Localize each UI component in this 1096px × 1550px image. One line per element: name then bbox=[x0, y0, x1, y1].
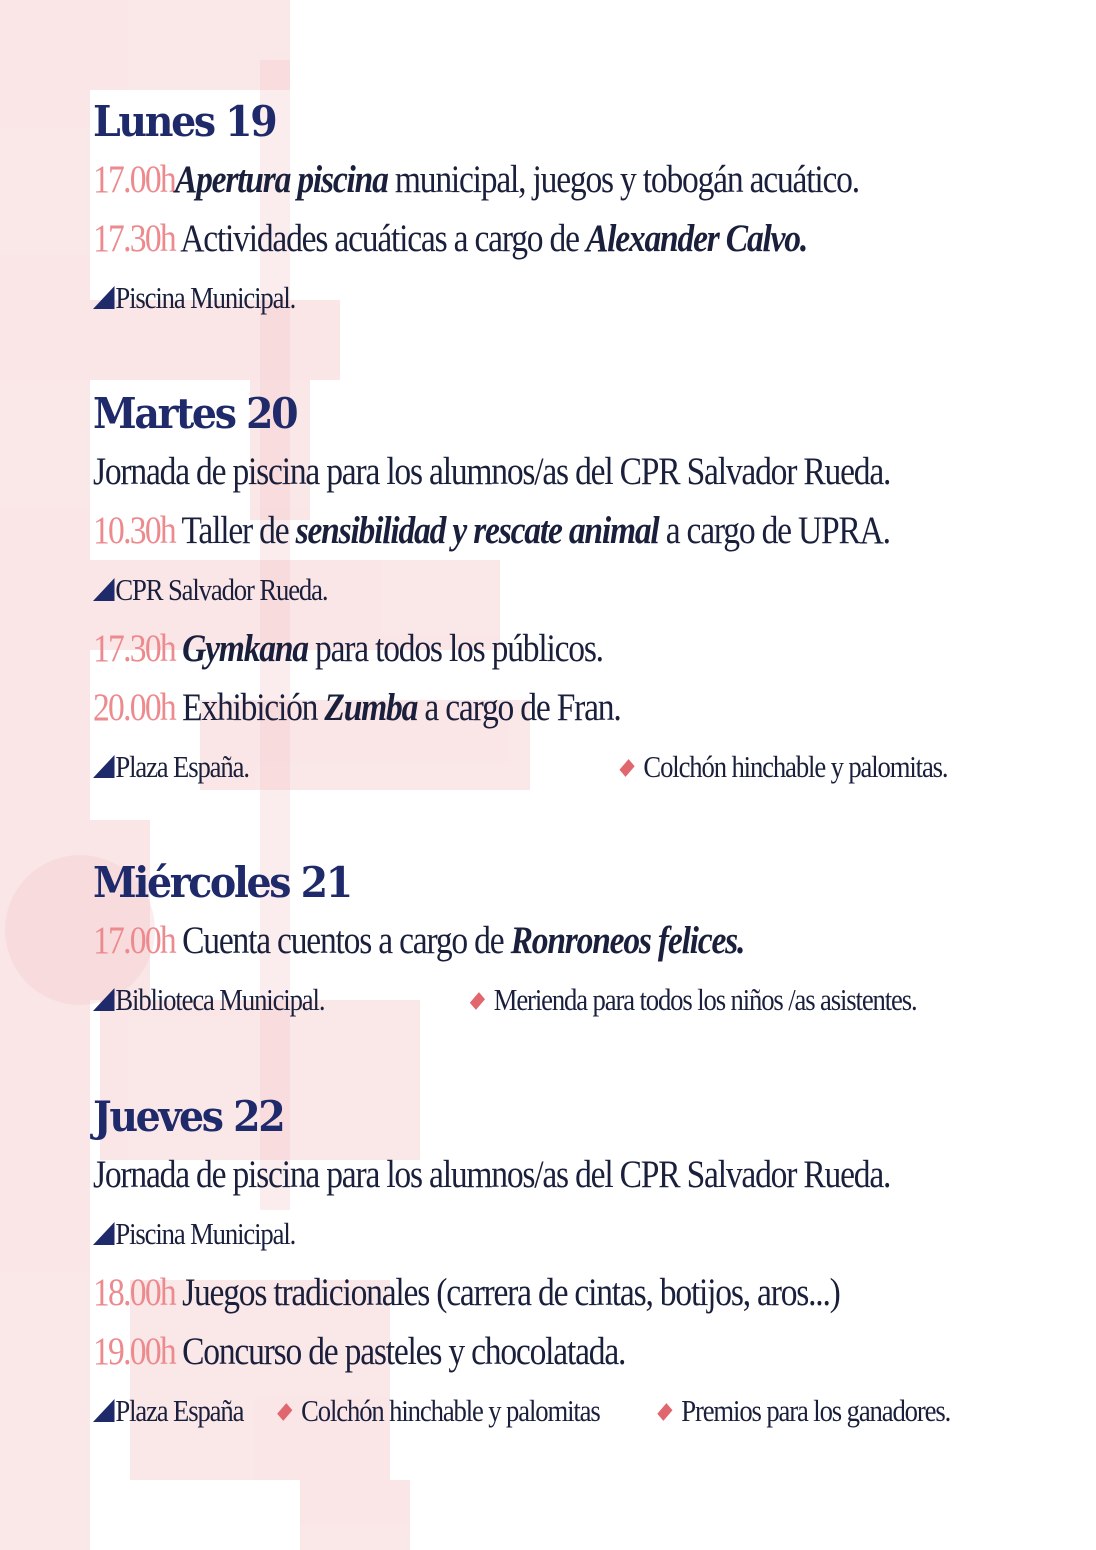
event-line bbox=[93, 911, 901, 970]
location bbox=[93, 737, 249, 796]
event-time: 18.00h bbox=[93, 1271, 175, 1314]
day-block-lunes bbox=[93, 97, 1033, 327]
location-line bbox=[93, 268, 901, 327]
intro-line: Jornada de piscina para los alumnos/as del CPR Salvador Rueda. bbox=[93, 450, 891, 493]
location bbox=[93, 970, 324, 1029]
event-text: Exhibición bbox=[174, 686, 325, 729]
event-time: 10.30h bbox=[93, 509, 175, 552]
location-text: Biblioteca Municipal. bbox=[115, 982, 325, 1017]
event-line bbox=[93, 1263, 901, 1322]
day-title: Jueves 22 bbox=[93, 1092, 284, 1141]
event-text: Taller de bbox=[174, 509, 296, 552]
event-highlight: Apertura piscina bbox=[174, 158, 388, 201]
diamond-bullet-icon bbox=[619, 759, 634, 777]
day-title: Miércoles 21 bbox=[93, 858, 351, 907]
extra-note bbox=[654, 1381, 950, 1440]
extra-note bbox=[616, 737, 948, 796]
intro-line: Jornada de piscina para los alumnos/as del CPR Salvador Rueda. bbox=[93, 1153, 891, 1196]
triangle-location-icon bbox=[93, 1399, 115, 1422]
event-highlight: Gymkana bbox=[182, 627, 308, 670]
event-time: 17.30h bbox=[93, 627, 175, 670]
day-block-martes bbox=[93, 389, 1033, 796]
day-block-miercoles bbox=[93, 858, 1033, 1029]
location bbox=[93, 268, 295, 327]
event-line bbox=[93, 209, 901, 268]
event-highlight: sensibilidad y rescate animal bbox=[295, 509, 659, 552]
event-text: a cargo de Fran. bbox=[417, 686, 621, 729]
event-line bbox=[93, 150, 901, 209]
event-text: Cuenta cuentos a cargo de bbox=[174, 919, 511, 962]
location bbox=[93, 1381, 243, 1440]
extra-text: Merienda para todos los niños /as asistentes. bbox=[493, 982, 917, 1017]
event-highlight: Alexander Calvo. bbox=[585, 217, 808, 260]
event-time: 17.30h bbox=[93, 217, 175, 260]
event-text: Juegos tradicionales (carrera de cintas, botijos, aros...) bbox=[174, 1271, 840, 1314]
location bbox=[93, 560, 327, 619]
triangle-location-icon bbox=[93, 755, 115, 778]
event-text: municipal, juegos y tobogán acuático. bbox=[387, 158, 859, 201]
extra-note bbox=[466, 970, 916, 1029]
location-line bbox=[93, 737, 948, 796]
diamond-bullet-icon bbox=[657, 1403, 672, 1421]
triangle-location-icon bbox=[93, 286, 115, 309]
location-text: Piscina Municipal. bbox=[115, 280, 296, 315]
location-line bbox=[93, 1381, 951, 1440]
location-text: Plaza España bbox=[115, 1393, 244, 1428]
location-text: CPR Salvador Rueda. bbox=[115, 572, 328, 607]
event-text: Actividades acuáticas a cargo de bbox=[174, 217, 586, 260]
extra-note bbox=[274, 1381, 600, 1440]
diamond-bullet-icon bbox=[277, 1403, 292, 1421]
location-text: Plaza España. bbox=[115, 749, 249, 784]
extra-text: Colchón hinchable y palomitas. bbox=[643, 749, 948, 784]
event-text: para todos los públicos. bbox=[307, 627, 603, 670]
event-line bbox=[93, 619, 901, 678]
day-title: Lunes 19 bbox=[93, 97, 276, 146]
triangle-location-icon bbox=[93, 1222, 115, 1245]
event-line bbox=[93, 501, 901, 560]
event-text: Concurso de pasteles y chocolatada. bbox=[174, 1330, 626, 1373]
event-time: 19.00h bbox=[93, 1330, 175, 1373]
location-line bbox=[93, 970, 917, 1029]
location-line bbox=[93, 560, 901, 619]
event-line bbox=[93, 1322, 901, 1381]
triangle-location-icon bbox=[93, 578, 115, 601]
day-title: Martes 20 bbox=[93, 389, 297, 438]
event-time: 20.00h bbox=[93, 686, 175, 729]
location-line bbox=[93, 1204, 901, 1263]
diamond-bullet-icon bbox=[470, 992, 485, 1010]
location bbox=[93, 1204, 295, 1263]
event-time: 17.00h bbox=[93, 919, 175, 962]
event-text: a cargo de UPRA. bbox=[658, 509, 890, 552]
day-block-jueves bbox=[93, 1092, 1033, 1440]
event-highlight: Zumba bbox=[324, 686, 418, 729]
triangle-location-icon bbox=[93, 988, 115, 1011]
event-line bbox=[93, 678, 901, 737]
location-text: Piscina Municipal. bbox=[115, 1216, 296, 1251]
extra-text: Premios para los ganadores. bbox=[681, 1393, 951, 1428]
event-time: 17.00h bbox=[93, 158, 175, 201]
event-highlight: Ronroneos felices. bbox=[510, 919, 745, 962]
extra-text: Colchón hinchable y palomitas bbox=[301, 1393, 600, 1428]
